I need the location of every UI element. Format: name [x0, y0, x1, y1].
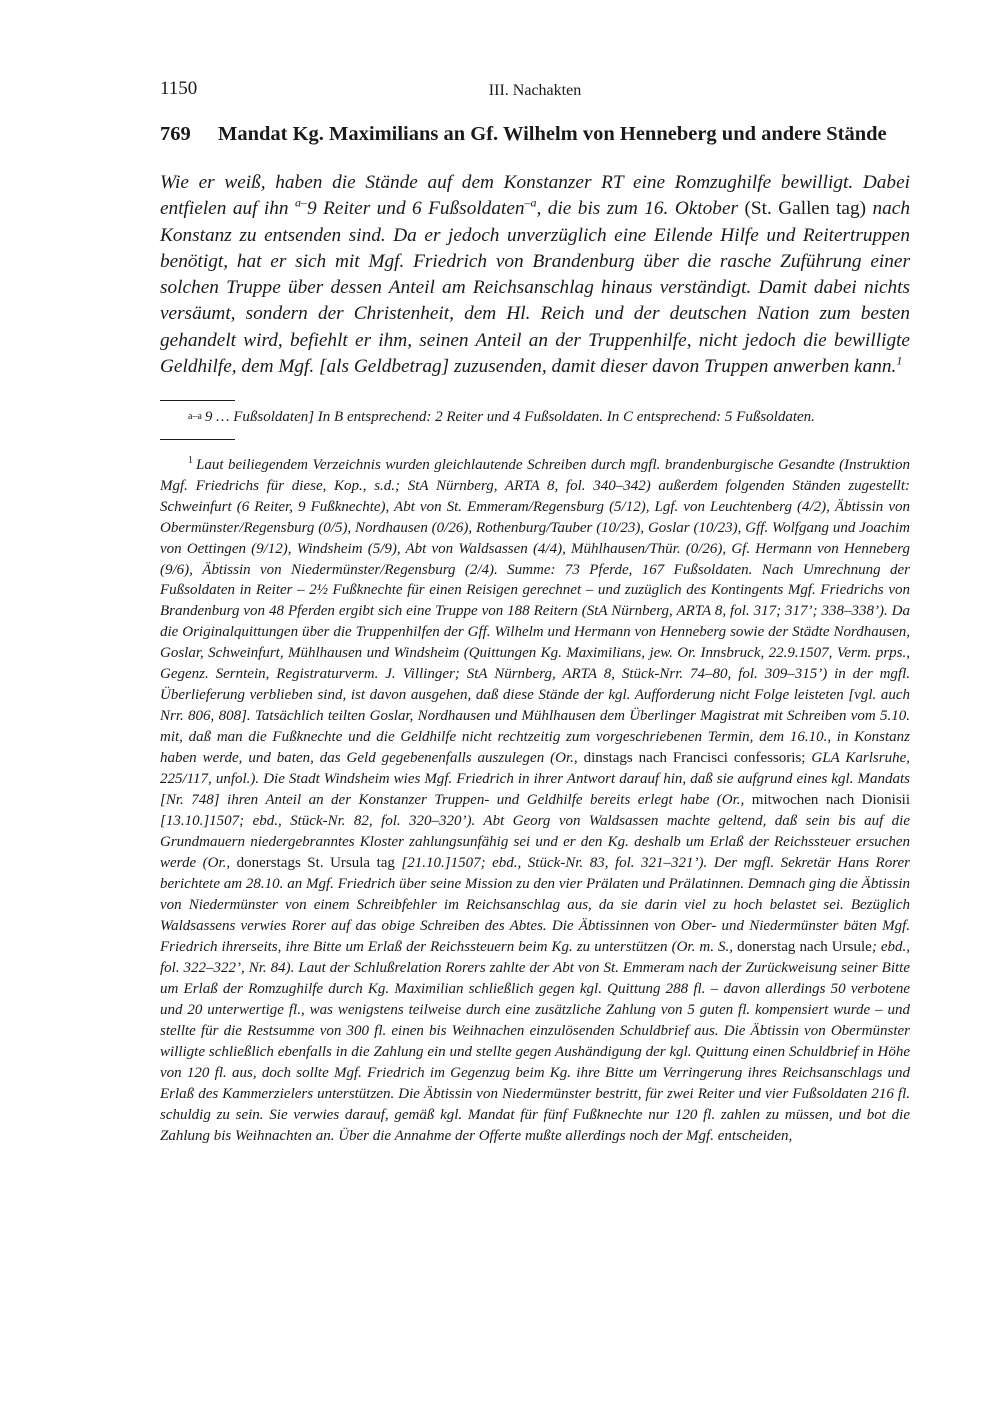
regest-text: , die bis zum 16. Oktober [536, 198, 739, 220]
regest-text: 9 Reiter und 6 Fußsoldaten [307, 198, 525, 220]
footnote-text: GLA Karlsruhe, 225/117, unfol.). Die Stadt Windsheim wies Mgf. Friedrich in ihrer Antwort darauf hin, daß sie aufgrund eines kgl. Mandats [Nr. 748] ihren Anteil an der Konstanzer Truppen- und Geldhilfe bereits erlegt habe (Or., [160, 750, 910, 809]
regest-text: nach Konstanz zu entsenden sind. Da er jedoch unverzüglich eine Eilende Hilfe und Reitertruppen benötigt, hat er sich mit Mgf. Friedrich von Brandenburg über die rasche Zuführung einer solchen Truppe über dessen Anteil am Reichsanschlag hinaus verständigt. Damit dabei nichts versäumt, sondern der Christenheit, dem Hl. Reich und der deutschen Nation zum besten gehandelt wird, befiehlt er ihm, seinen Anteil an der Truppenhilfe, nicht jedoch die bewilligte Geldhilfe, dem Mgf. [als Geldbetrag] zuzusenden, damit dieser davon Truppen anwerben kann. [160, 198, 910, 378]
footnote-text: [13.10.]1507; ebd., Stück-Nr. 82, fol. 320–320’). Abt Georg von Waldsassen machte geltend, daß sein bis auf die Grundmauern niedergebranntes Kloster zahlungsunfähig sei und er den Kg. deshalb um Erlaß der Reichssteuer ersuchen werde (Or., [160, 813, 910, 872]
regest-source-text: (St. Gallen tag) [738, 198, 873, 220]
regest-paragraph [160, 170, 910, 380]
variant-footnote-mark: a–a [188, 410, 202, 422]
section-title: III. Nachakten [488, 82, 582, 99]
main-footnote [160, 455, 910, 1147]
main-footnote-mark: 1 [188, 454, 193, 466]
footnote-source-text: dinstags nach Francisci confessoris; [577, 750, 812, 767]
document-heading [160, 122, 910, 146]
footnote-ref: 1 [896, 353, 903, 368]
footnote-rule [160, 400, 235, 401]
footnote-source-text: donerstag nach Ursule [733, 938, 872, 955]
footnote-rule [160, 439, 235, 440]
page [160, 78, 910, 1162]
footnote-text: ; ebd., fol. 322–322’, Nr. 84). Laut der Schlußrelation Rorers zahlte der Abt von St. Emmeram nach der Zurückweisung seiner Bitte um Erlaß der Romzughilfe durch Kg. Maximilian schließlich gegen kgl. Quittung 288 fl. – davon allerdings 50 verbotene und 20 unterwertige fl., was wenigstens teilweise durch eine zusätzliche Zahlung von 5 guten fl. kompensiert wurde – und stellte für die Restsumme von 300 fl. einen bis Weihnachen einzulösenden Schuldbrief aus. Die Äbtissin von Obermünster willigte schließlich ebenfalls in die Zahlung ein und stellte gegen Aushändigung der kgl. Quittung einen Schuldbrief in Höhe von 120 fl. aus, doch sollte Mgf. Friedrich im Gegenzug beim Kg. ihre Bitte um Verringerung ihres Reichsanschlags und Erlaß des Kammerzielers unterstützen. Die Äbtissin von Niedermünster bestritt, für zwei Reiter und vier Fußsoldaten 216 fl. schuldig zu sein. Sie verwies darauf, gemäß kgl. Mandat für fünf Fußknechte nur 120 fl. zahlen zu müssen, und bot die Zahlung bis Weihnachten an. Über die Annahme der Offerte mußte allerdings noch der Mgf. entscheiden, [160, 938, 911, 1144]
variant-footnote [160, 407, 910, 427]
footnote-text: Laut beiliegendem Verzeichnis wurden gleichlautende Schreiben durch mgfl. brandenburgische Gesandte (Instruktion Mgf. Friedrichs für diese, Kop., s.d.; StA Nürnberg, ARTA 8, fol. 340–342) außerdem folgenden Ständen zugestellt: Schweinfurt (6 Reiter, 9 Fußknechte), Abt von St. Emmeram/Regensburg (5/12), Lgf. von Leuchtenberg (4/2), Äbtissin von Obermünster/Regensburg (0/5), Nordhausen (0/26), Rothenburg/Tauber (10/23), Goslar (10/23), Gff. Wolfgang und Joachim von Oettingen (9/12), Windsheim (5/9), Abt von Waldsassen (4/4), Mühlhausen/Thür. (0/26), Gf. Hermann von Henneberg (9/6), Äbtissin von Niedermünster/Regensburg (2/4). Summe: 73 Pferde, 167 Fußsoldaten. Nach Umrechnung der Fußsoldaten in Reiter – 2½ Fußknechte für einen Reisigen gerechnet – und zuzüglich des Kontingents Mgf. Friedrichs von Brandenburg von 48 Pferden ergibt sich eine Truppe von 188 Reitern (StA Nürnberg, ARTA 8, fol. 317; 317’; 338–338’). Da die Originalquittungen über die Truppenhilfen der Gff. Wilhelm und Hermann von Henneberg sowie der Städte Nordhausen, Goslar, Schweinfurt, Mühlhausen und Windsheim (Quittungen Kg. Maximilians, jew. Or. Innsbruck, 22.9.1507, Verm. prps., Gegenz. Serntein, Registraturverm. J. Villinger; StA Nürnberg, ARTA 8, Stück-Nrr. 74–80, fol. 309–315’) in der mgfl. Überlieferung verblieben sind, ist davon ausgehen, daß diese Stände der kgl. Aufforderung nicht Folge leisteten [vgl. auch Nrr. 806, 808]. Tatsächlich teilten Goslar, Nordhausen und Mühlhausen dem Überlinger Magistrat mit Schreiben vom 5.10. mit, daß man die Fußknechte und die Geldhilfe nicht rechtzeitig zum vorgeschriebenen Termin, dem 16.10., in Konstanz haben werde, und baten, das Geld gegebenenfalls auszulegen (Or., [160, 456, 910, 767]
document-number: 769 [160, 123, 191, 145]
regest-text: Wie er weiß, haben die Stände auf dem Konstanzer RT eine Romzughilfe bewilligt. Dabei entfielen auf ihn [160, 172, 910, 220]
running-head [160, 78, 910, 108]
footnote-text: [21.10.]1507; ebd., Stück-Nr. 83, fol. 321–321’). Der mgfl. Sekretär Hans Rorer berichtete am 28.10. an Mgf. Friedrich über seine Mission zu den vier Prälaten und Prälatinnen. Demnach ging die Äbtissin von Niedermünster von einem Schreibfehler im Reichsanschlag aus, da sie darin viel zu hoch belastet sei. Bezüglich Waldsassens verwies Rorer auf das obige Schreiben des Abtes. Die Äbtissinnen von Ober- und Niedermünster bäten Mgf. Friedrich ihrerseits, ihre Bitte um Erlaß der Reichssteuern beim Kg. zu unterstützen (Or. m. S., [160, 855, 910, 955]
variant-mark-open: a– [295, 195, 308, 210]
document-title: Mandat Kg. Maximilians an Gf. Wilhelm von Henneberg und andere Stände [218, 123, 887, 145]
variant-mark-close: –a [524, 195, 537, 210]
footnote-source-text: donerstags St. Ursula tag [230, 855, 402, 872]
page-number: 1150 [160, 78, 198, 99]
variant-footnote-text: 9 … Fußsoldaten] In B entsprechend: 2 Reiter und 4 Fußsoldaten. In C entsprechend: 5 Fußsoldaten. [204, 408, 815, 425]
footnote-source-text: mitwochen nach Dionisii [744, 792, 910, 809]
